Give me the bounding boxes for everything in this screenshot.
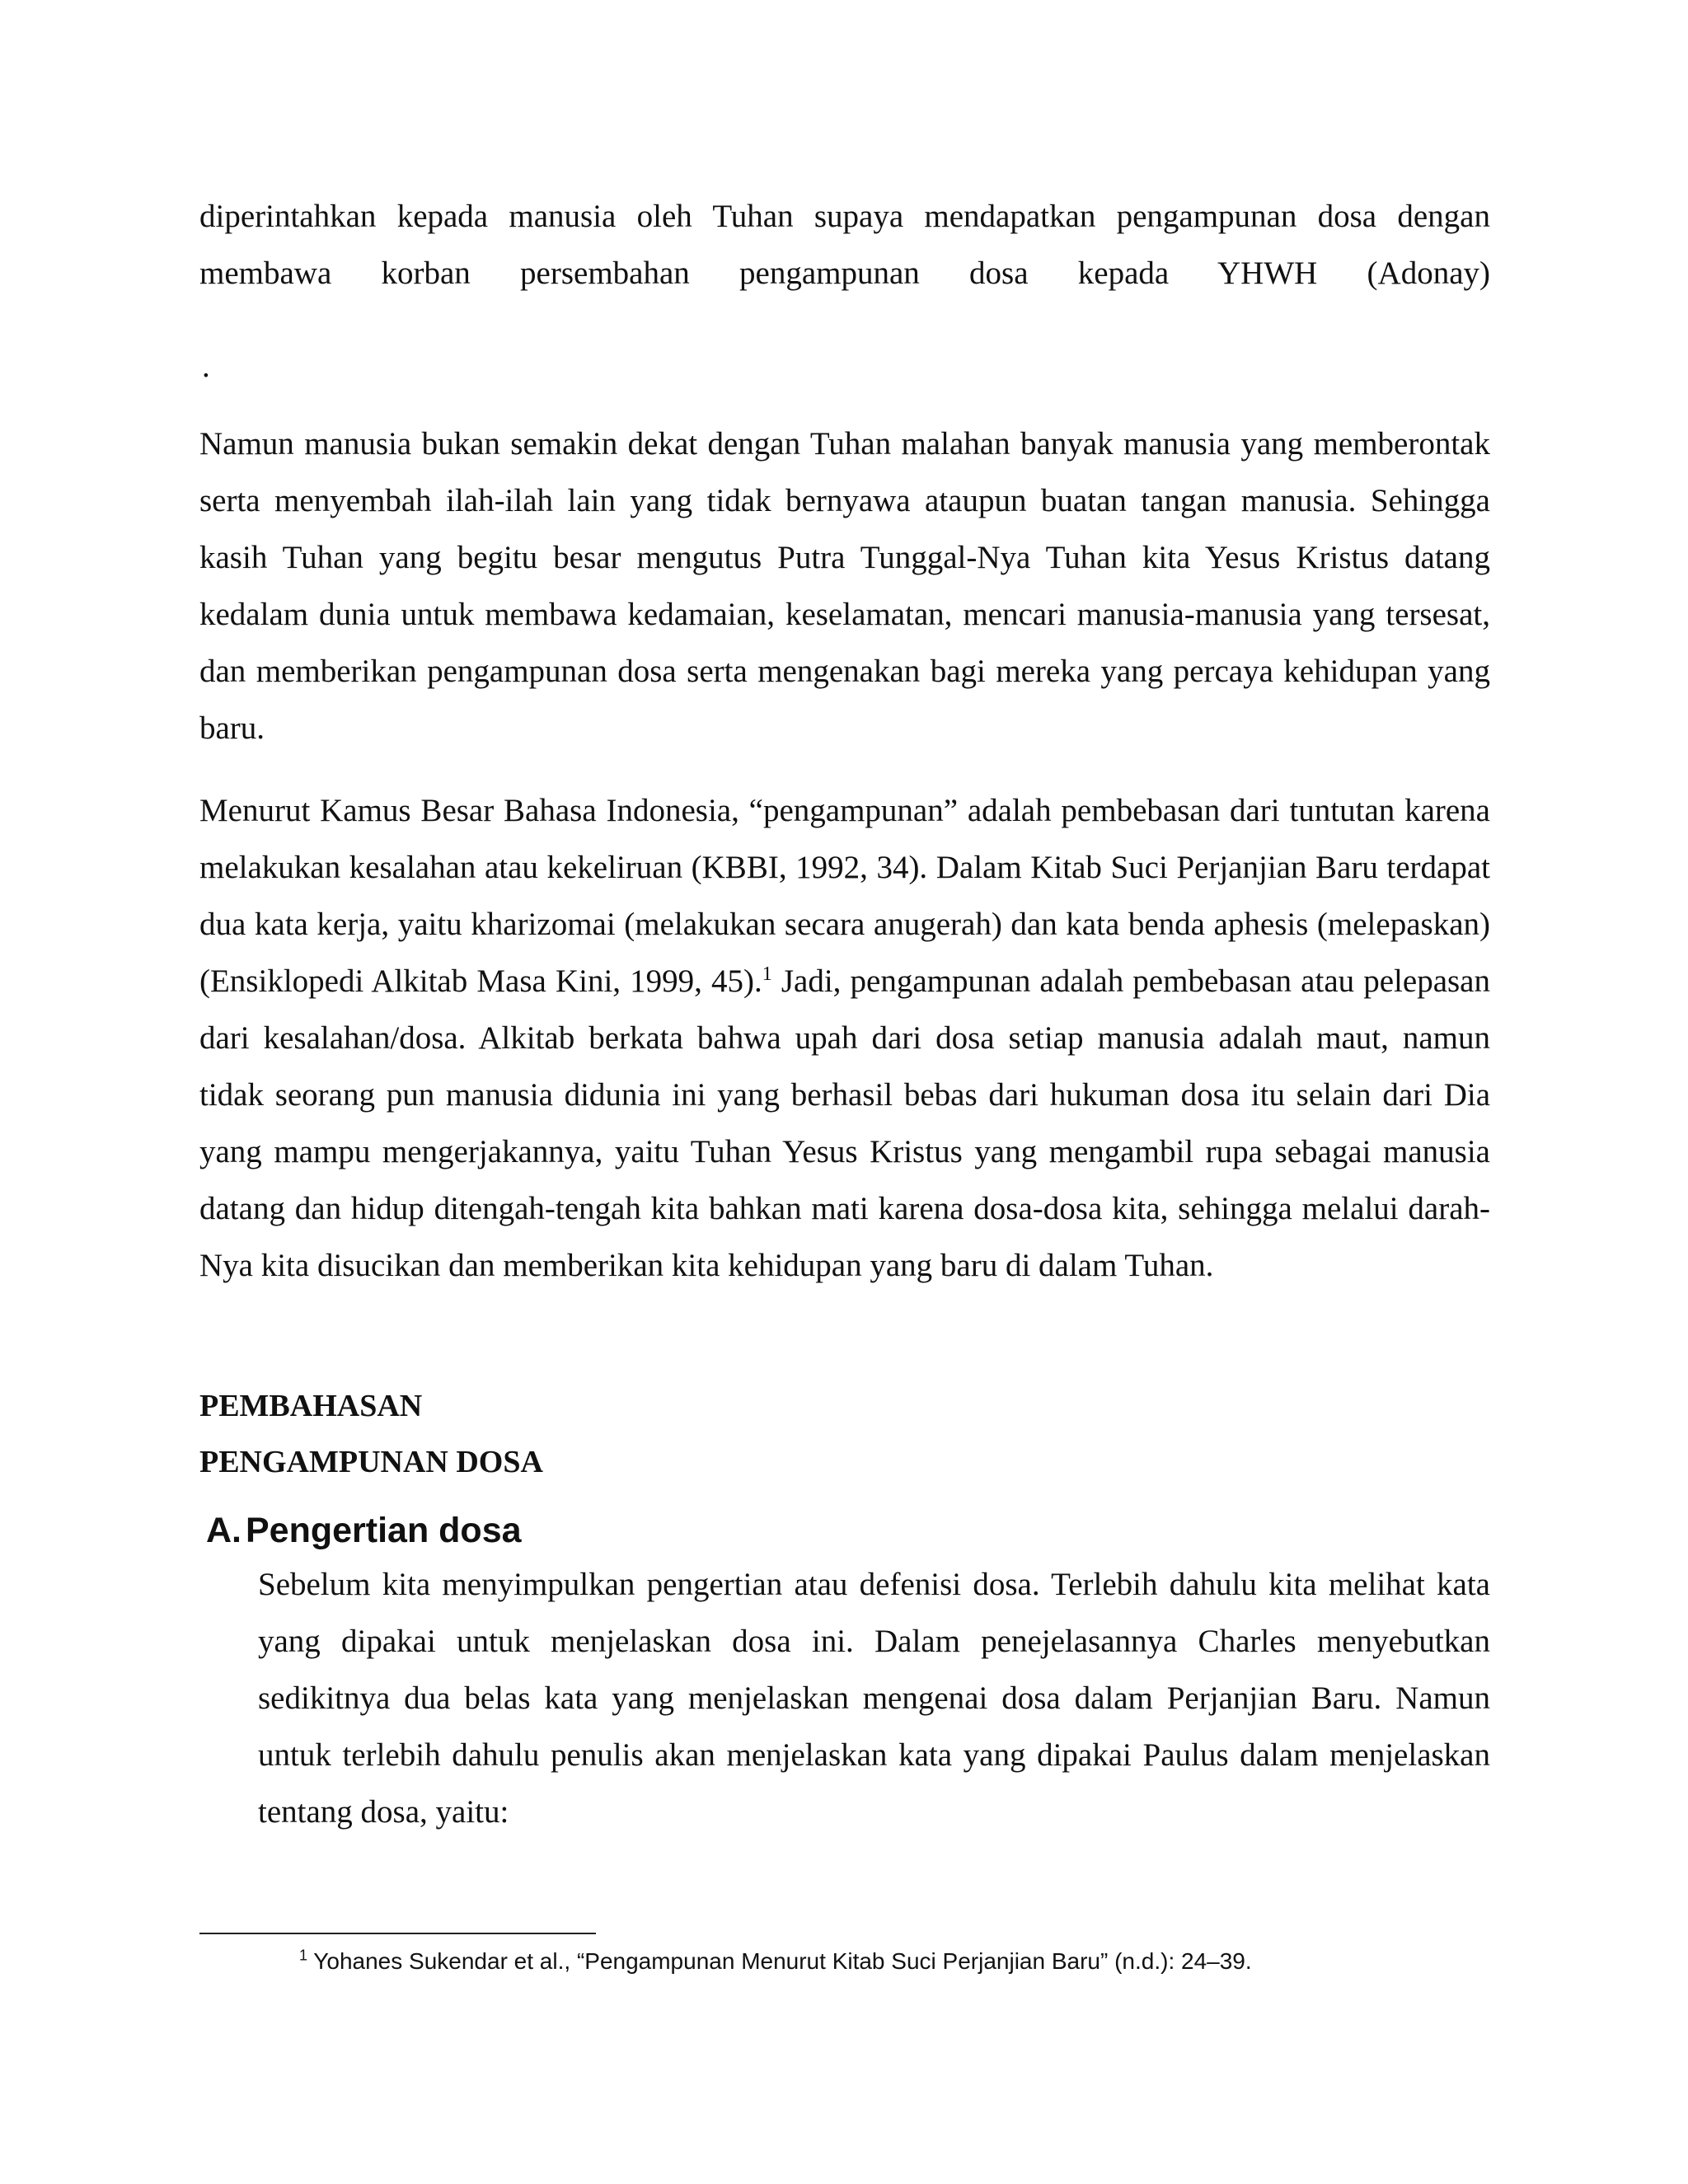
paragraph-text: Namun manusia bukan semakin dekat dengan Tuhan malahan banyak manusia yang memberontak serta menyembah ilah-ilah lain yang tidak bernyawa ataupun buatan tangan manusia. Sehingga kasih Tuhan yang begitu besar mengutus Putra Tunggal-Nya Tuhan kita Yesus Kristus datang kedalam dunia untuk membawa kedamaian, keselamatan, mencari manusia-manusia yang tersesat, dan memberikan pengampunan dosa serta mengenakan bagi mereka yang percaya kehidupan yang baru.	[199, 426, 1490, 746]
footnote-separator	[199, 1933, 596, 1934]
subsection-title: Pengertian dosa	[246, 1511, 522, 1550]
footnote-text: Yohanes Sukendar et al., “Pengampunan Menurut Kitab Suci Perjanjian Baru” (n.d.): 24–39.	[307, 1948, 1252, 1974]
subsection-heading	[206, 1506, 522, 1555]
section-heading: PEMBAHASAN	[199, 1389, 423, 1423]
paragraph-text: Sebelum kita menyimpulkan pengertian atau defenisi dosa. Terlebih dahulu kita melihat kata yang dipakai untuk menjelaskan dosa ini. Dalam penejelasannya Charles menyebutkan sedikitnya dua belas kata yang menjelaskan mengenai dosa dalam Perjanjian Baru. Namun untuk terlebih dahulu penulis akan menjelaskan kata yang dipakai Paulus dalam menjelaskan tentang dosa, yaitu:	[258, 1567, 1490, 1830]
paragraph-text	[199, 782, 1490, 1294]
paragraph-continuation	[199, 188, 1490, 302]
footnote-reference: 1	[762, 963, 772, 985]
paragraph-line: diperintahkan kepada manusia oleh Tuhan supaya mendapatkan pengampunan dosa dengan	[199, 199, 1490, 234]
section-heading: PENGAMPUNAN DOSA	[199, 1445, 543, 1479]
paragraph-segment: Jadi, pengampunan adalah pembebasan atau pelepasan dari kesalahan/dosa. Alkitab berkata bahwa upah dari dosa setiap manusia adalah maut, namun tidak seorang pun manusia didunia ini yang berhasil bebas dari hukuman dosa itu selain dari Dia yang mampu mengerjakannya, yaitu Tuhan Yesus Kristus yang mengambil rupa sebagai manusia datang dan hidup ditengah-tengah kita bahkan mati karena dosa-dosa kita, sehingga melalui darah-Nya kita disucikan dan memberikan kita kehidupan yang baru di dalam Tuhan.	[199, 963, 1490, 1283]
list-marker: A.	[206, 1511, 241, 1550]
paragraph-end-mark: .	[202, 349, 210, 384]
paragraph-segment: Menurut Kamus Besar Bahasa Indonesia, “pengampunan” adalah pembebasan dari tuntutan karena melakukan kesalahan atau kekeliruan (KBBI, 1992, 34). Dalam Kitab Suci Perjanjian Baru terdapat dua kata kerja, yaitu kharizomai (melakukan secara anugerah) dan kata benda aphesis (melepaskan) (Ensiklopedi Alkitab Masa Kini, 1999, 45).	[199, 793, 1490, 999]
paragraph-line: membawa korban persembahan pengampunan dosa kepada YHWH (Adonay)	[199, 255, 1490, 291]
footnote-number: 1	[299, 1947, 308, 1964]
footnote	[299, 1945, 1252, 1978]
